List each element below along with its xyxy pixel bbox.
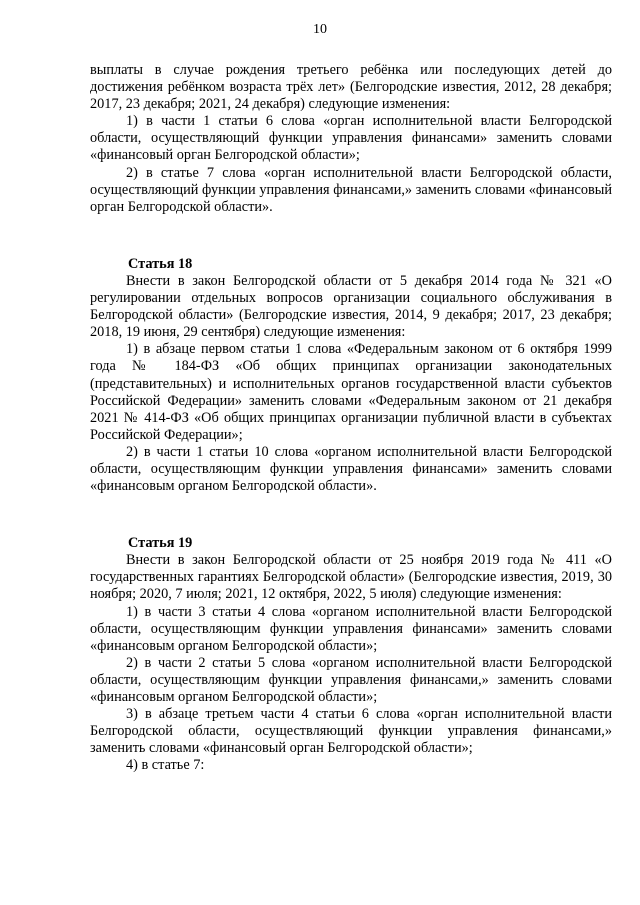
- section-spacer: [90, 216, 612, 256]
- article-19-item-4: 4) в статье 7:: [126, 757, 205, 774]
- article-18-item-2: 2) в части 1 статьи 10 слова «органом исполнительной власти Белгородской области, осуществляющим функции управления финансами» заменить словами «финансовым органом Белгородской области».: [90, 443, 612, 495]
- intro-item-1: 1) в части 1 статьи 6 слова «орган исполнительной власти Белгородской области, осуществляющий функции управления финансами» заменить словами «финансовый орган Белгородской области»;: [90, 113, 612, 164]
- document-body: [90, 62, 612, 774]
- section-spacer: [90, 495, 612, 535]
- intro-item-2: 2) в статье 7 слова «орган исполнительной власти Белгородской области, осуществляющий функции управления финансами,» заменить словами «финансовый орган Белгородской области».: [90, 164, 612, 215]
- article-18-heading: Статья 18: [128, 255, 193, 272]
- page-number: 10: [313, 22, 327, 37]
- article-18-item-1: 1) в абзаце первом статьи 1 слова «Федеральным законом от 6 октября 1999 года № 184-ФЗ «Об общих принципах организации законодательных (представительных) и исполнительных органов государственной власти субъектов Российской Федерации» заменить словами «Федеральным законом от 21 декабря 2021 № 414-ФЗ «Об общих принципах организации публичной власти в субъектах Российской Федерации»;: [90, 341, 612, 443]
- intro-continuation: выплаты в случае рождения третьего ребёнка или последующих детей до достижения ребёнком возраста трёх лет» (Белгородские известия, 2012, 28 декабря; 2017, 23 декабря; 2021, 24 декабря) следующие изменения:: [90, 62, 612, 113]
- article-19-heading: Статья 19: [128, 535, 193, 552]
- article-18-lead: Внести в закон Белгородской области от 5 декабря 2014 года № 321 «О регулировании отдельных вопросов организации социального обслуживания в Белгородской области» (Белгородские известия, 2014, 9 декабря; 2017, 23 декабря; 2018, 19 июня, 29 сентября) следующие изменения:: [90, 272, 612, 341]
- article-19-item-1: 1) в части 3 статьи 4 слова «органом исполнительной власти Белгородской области, осуществляющим функции управления финансами» заменить словами «финансовым органом Белгородской области»;: [90, 603, 612, 654]
- article-19-item-3: 3) в абзаце третьем части 4 статьи 6 слова «орган исполнительной власти Белгородской области, осуществляющий функции управления финансами,» заменить словами «финансовый орган Белгородской области»;: [90, 706, 612, 757]
- article-19-lead: Внести в закон Белгородской области от 25 ноября 2019 года № 411 «О государственных гарантиях Белгородской области» (Белгородские известия, 2019, 30 ноября; 2020, 7 июля; 2021, 12 октября, 2022, 5 июля) следующие изменения:: [90, 552, 612, 603]
- article-19-item-2: 2) в части 2 статьи 5 слова «органом исполнительной власти Белгородской области, осуществляющим функции управления финансами,» заменить словами «финансовым органом Белгородской области»;: [90, 654, 612, 705]
